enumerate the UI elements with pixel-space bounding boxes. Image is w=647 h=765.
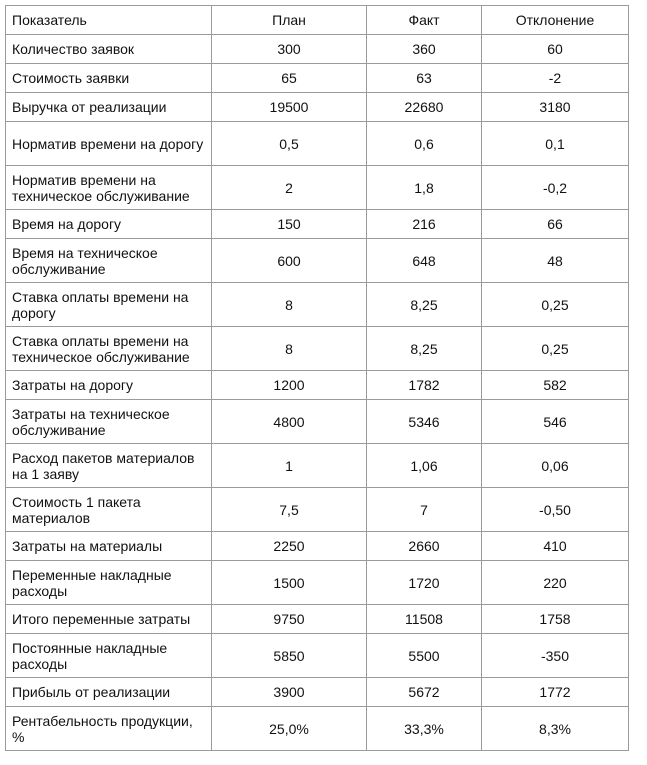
indicator-cell: Затраты на дорогу	[6, 371, 212, 400]
fact-cell: 2660	[367, 532, 482, 561]
deviation-cell: -0,2	[482, 166, 629, 210]
table-row	[6, 93, 629, 122]
indicator-cell: Расход пакетов материалов на 1 заяву	[6, 444, 212, 488]
fact-cell: 1,8	[367, 166, 482, 210]
indicator-cell: Рентабельность продукции, %	[6, 707, 212, 751]
table-row	[6, 400, 629, 444]
table-row	[6, 122, 629, 166]
indicator-cell: Норматив времени на техническое обслуживание	[6, 166, 212, 210]
table-row	[6, 605, 629, 634]
fact-cell: 0,6	[367, 122, 482, 166]
indicators-table-wrapper	[5, 5, 628, 751]
plan-cell: 9750	[212, 605, 367, 634]
fact-cell: 1,06	[367, 444, 482, 488]
table-row	[6, 444, 629, 488]
deviation-cell: 582	[482, 371, 629, 400]
table-row	[6, 239, 629, 283]
plan-cell: 8	[212, 327, 367, 371]
fact-cell: 7	[367, 488, 482, 532]
indicator-cell: Итого переменные затраты	[6, 605, 212, 634]
plan-cell: 8	[212, 283, 367, 327]
plan-cell: 1200	[212, 371, 367, 400]
indicator-cell: Ставка оплаты времени на дорогу	[6, 283, 212, 327]
plan-cell: 4800	[212, 400, 367, 444]
deviation-cell: 0,06	[482, 444, 629, 488]
indicator-cell: Стоимость заявки	[6, 64, 212, 93]
deviation-cell: 0,1	[482, 122, 629, 166]
table-row	[6, 707, 629, 751]
plan-cell: 3900	[212, 678, 367, 707]
plan-cell: 25,0%	[212, 707, 367, 751]
deviation-cell: 60	[482, 35, 629, 64]
table-row	[6, 64, 629, 93]
fact-cell: 5500	[367, 634, 482, 678]
indicator-cell: Ставка оплаты времени на техническое обслуживание	[6, 327, 212, 371]
header-plan: План	[212, 6, 367, 35]
fact-cell: 5672	[367, 678, 482, 707]
table-row	[6, 561, 629, 605]
plan-cell: 2	[212, 166, 367, 210]
fact-cell: 360	[367, 35, 482, 64]
deviation-cell: -2	[482, 64, 629, 93]
table-row	[6, 532, 629, 561]
deviation-cell: 3180	[482, 93, 629, 122]
indicator-cell: Время на дорогу	[6, 210, 212, 239]
table-row	[6, 371, 629, 400]
table-row	[6, 210, 629, 239]
indicator-cell: Время на техническое обслуживание	[6, 239, 212, 283]
indicator-cell: Норматив времени на дорогу	[6, 122, 212, 166]
plan-cell: 1500	[212, 561, 367, 605]
header-deviation: Отклонение	[482, 6, 629, 35]
deviation-cell: 66	[482, 210, 629, 239]
indicator-cell: Переменные накладные расходы	[6, 561, 212, 605]
table-body	[6, 35, 629, 751]
plan-cell: 2250	[212, 532, 367, 561]
fact-cell: 8,25	[367, 283, 482, 327]
deviation-cell: 1758	[482, 605, 629, 634]
plan-cell: 300	[212, 35, 367, 64]
indicators-table	[5, 5, 629, 751]
indicator-cell: Количество заявок	[6, 35, 212, 64]
table-row	[6, 327, 629, 371]
deviation-cell: -350	[482, 634, 629, 678]
fact-cell: 1720	[367, 561, 482, 605]
fact-cell: 5346	[367, 400, 482, 444]
table-row	[6, 35, 629, 64]
plan-cell: 150	[212, 210, 367, 239]
deviation-cell: 0,25	[482, 327, 629, 371]
header-indicator: Показатель	[6, 6, 212, 35]
indicator-cell: Затраты на материалы	[6, 532, 212, 561]
deviation-cell: 8,3%	[482, 707, 629, 751]
deviation-cell: 48	[482, 239, 629, 283]
table-row	[6, 166, 629, 210]
plan-cell: 0,5	[212, 122, 367, 166]
fact-cell: 22680	[367, 93, 482, 122]
deviation-cell: 220	[482, 561, 629, 605]
fact-cell: 216	[367, 210, 482, 239]
plan-cell: 19500	[212, 93, 367, 122]
fact-cell: 63	[367, 64, 482, 93]
indicator-cell: Выручка от реализации	[6, 93, 212, 122]
plan-cell: 7,5	[212, 488, 367, 532]
deviation-cell: 0,25	[482, 283, 629, 327]
table-row	[6, 678, 629, 707]
deviation-cell: 410	[482, 532, 629, 561]
fact-cell: 648	[367, 239, 482, 283]
plan-cell: 65	[212, 64, 367, 93]
table-header-row	[6, 6, 629, 35]
indicator-cell: Постоянные накладные расходы	[6, 634, 212, 678]
fact-cell: 1782	[367, 371, 482, 400]
plan-cell: 1	[212, 444, 367, 488]
fact-cell: 8,25	[367, 327, 482, 371]
deviation-cell: 546	[482, 400, 629, 444]
deviation-cell: -0,50	[482, 488, 629, 532]
table-row	[6, 488, 629, 532]
fact-cell: 33,3%	[367, 707, 482, 751]
indicator-cell: Стоимость 1 пакета материалов	[6, 488, 212, 532]
plan-cell: 600	[212, 239, 367, 283]
indicator-cell: Прибыль от реализации	[6, 678, 212, 707]
table-row	[6, 634, 629, 678]
deviation-cell: 1772	[482, 678, 629, 707]
fact-cell: 11508	[367, 605, 482, 634]
header-fact: Факт	[367, 6, 482, 35]
plan-cell: 5850	[212, 634, 367, 678]
table-row	[6, 283, 629, 327]
indicator-cell: Затраты на техническое обслуживание	[6, 400, 212, 444]
